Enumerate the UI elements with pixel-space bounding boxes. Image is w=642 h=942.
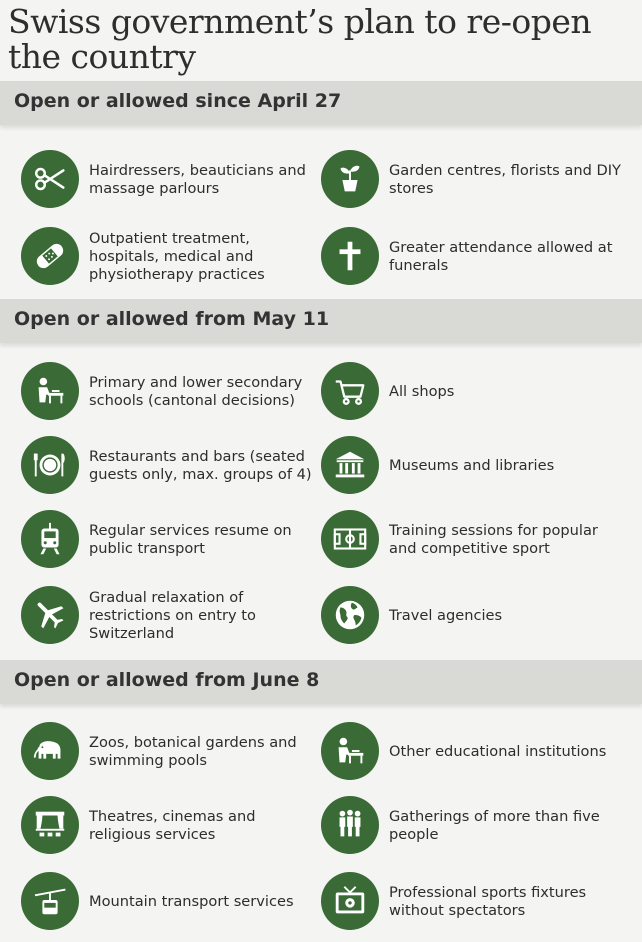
list-item-label: Garden centres, florists and DIY stores <box>389 162 621 197</box>
list-item-outpatient <box>21 227 321 287</box>
tv-football-icon <box>321 872 379 930</box>
section-heading-june-8 <box>0 660 642 704</box>
list-item-mountain-transport <box>21 872 321 932</box>
list-item-label: Restaurants and bars (seated guests only, max. groups of 4) <box>89 448 312 483</box>
list-item-museums <box>321 436 621 496</box>
list-item-label: Regular services resume on public transport <box>89 522 292 557</box>
section-heading-may-11 <box>0 299 642 343</box>
list-item-label: Hairdressers, beauticians and massage parlours <box>89 162 306 197</box>
list-item-travel-agencies <box>321 586 621 646</box>
list-item-label: Museums and libraries <box>389 457 555 474</box>
plant-pot-icon <box>321 150 379 208</box>
list-item-label: Other educational institutions <box>389 743 607 760</box>
school-desk-icon <box>321 722 379 780</box>
section-heading-april-27 <box>0 81 642 125</box>
list-item-label: Professional sports fixtures without spectators <box>389 884 587 919</box>
list-item-label: Primary and lower secondary schools (cantonal decisions) <box>89 374 303 409</box>
list-item-funerals <box>321 227 621 287</box>
scissors-icon <box>21 150 79 208</box>
list-item-all-shops <box>321 362 621 422</box>
list-item-educational-institutions <box>321 722 621 782</box>
elephant-icon <box>21 722 79 780</box>
list-item-label: All shops <box>389 383 455 400</box>
plate-cutlery-icon <box>21 436 79 494</box>
list-item-primary-schools <box>21 362 321 422</box>
list-item-label: Theatres, cinemas and religious services <box>89 808 256 843</box>
cable-car-icon <box>21 872 79 930</box>
list-item-sports-fixtures <box>321 872 621 932</box>
list-item-public-transport <box>21 510 321 570</box>
globe-icon <box>321 586 379 644</box>
list-item-label: Outpatient treatment, hospitals, medical and physiotherapy practices <box>89 230 265 283</box>
people-group-icon <box>321 796 379 854</box>
airplane-icon <box>21 586 79 644</box>
list-item-sport-training <box>321 510 621 570</box>
school-desk-icon <box>21 362 79 420</box>
list-item-label: Training sessions for popular and competitive sport <box>389 522 598 557</box>
list-item-gatherings <box>321 796 621 856</box>
list-item-label: Mountain transport services <box>89 893 294 910</box>
cross-icon <box>321 227 379 285</box>
list-item-label: Gradual relaxation of restrictions on entry to Switzerland <box>89 589 256 642</box>
section-heading-label: Open or allowed from June 8 <box>14 669 320 691</box>
museum-icon <box>321 436 379 494</box>
list-item-label: Greater attendance allowed at funerals <box>389 239 613 274</box>
section-heading-label: Open or allowed from May 11 <box>14 308 330 330</box>
bandage-icon <box>21 227 79 285</box>
list-item-entry-restrictions <box>21 586 321 646</box>
tram-icon <box>21 510 79 568</box>
sports-field-icon <box>321 510 379 568</box>
list-item-restaurants <box>21 436 321 496</box>
theatre-stage-icon <box>21 796 79 854</box>
section-heading-label: Open or allowed since April 27 <box>14 90 342 112</box>
page-title: Swiss government’s plan to re-open the country <box>8 2 592 76</box>
shopping-cart-icon <box>321 362 379 420</box>
list-item-theatres <box>21 796 321 856</box>
list-item-label: Gatherings of more than five people <box>389 808 600 843</box>
list-item-label: Travel agencies <box>389 607 503 624</box>
list-item-garden-centres <box>321 150 621 210</box>
list-item-hairdressers <box>21 150 321 210</box>
list-item-label: Zoos, botanical gardens and swimming pools <box>89 734 297 769</box>
list-item-zoos <box>21 722 321 782</box>
